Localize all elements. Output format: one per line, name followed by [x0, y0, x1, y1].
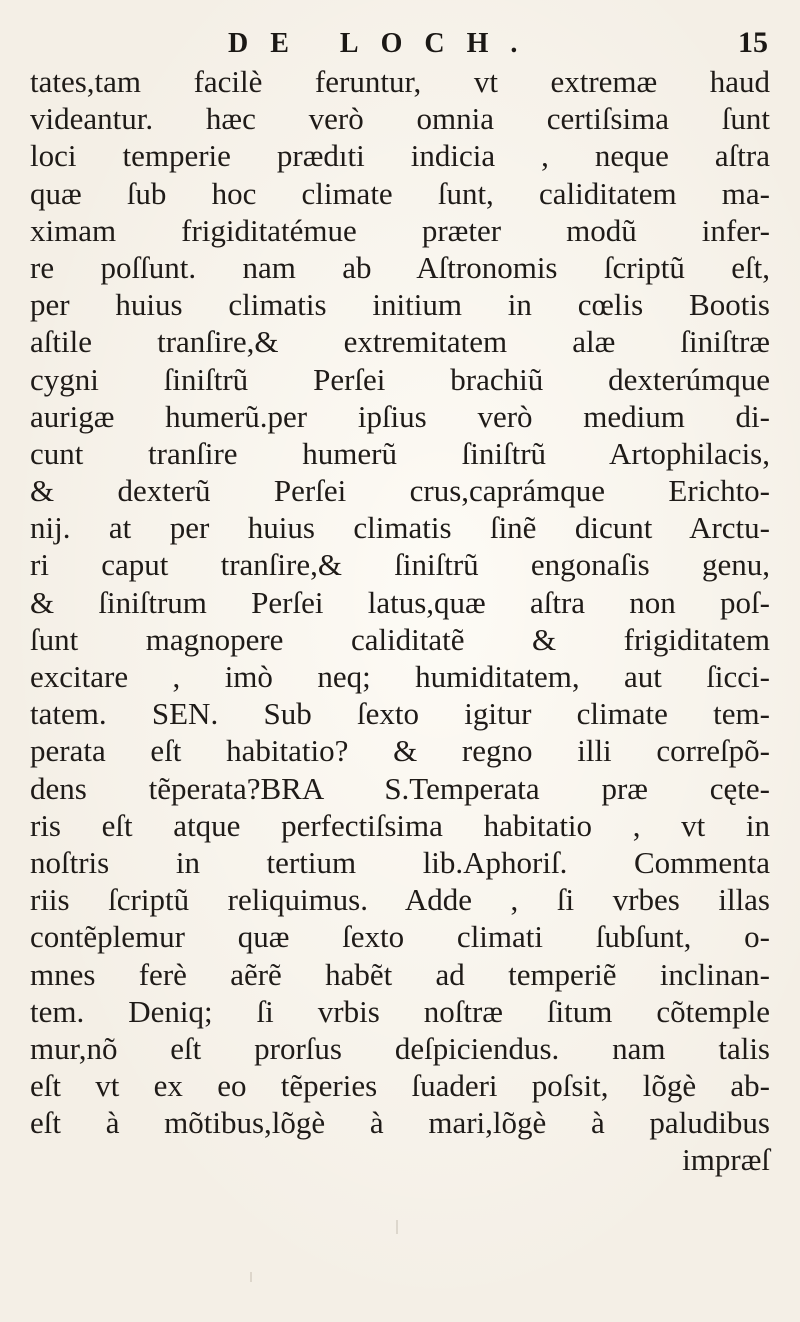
text-line: per huius climatis initium in cœlis Bootis	[30, 287, 770, 323]
text-line: re poſſunt. nam ab Aſtronomis ſcriptũ eſt,	[30, 249, 770, 285]
running-head	[0, 22, 800, 62]
text-line: quæ ſub hoc climate ſunt, caliditatem ma-	[30, 175, 770, 211]
text-line: loci temperie prædıti indicia , neque aſtra	[30, 138, 770, 174]
text-line: nij. at per huius climatis ſinẽ dicunt Arctu-	[30, 510, 770, 546]
running-title: DE LOCH.	[228, 28, 540, 59]
text-line: mur,nõ eſt prorſus deſpiciendus. nam talis	[30, 1030, 770, 1066]
text-line: contẽplemur quæ ſexto climati ſubſunt, o-	[30, 919, 770, 955]
text-line: aſtile tranſire,& extremitatem alæ ſiniſtræ	[30, 324, 770, 360]
text-line: ſunt magnopere caliditatẽ & frigiditatem	[30, 621, 770, 657]
page-number: 15	[738, 26, 768, 59]
bleed-mark	[396, 1220, 398, 1234]
text-line: eſt à mõtibus,lõgè à mari,lõgè à paludibus	[30, 1105, 770, 1141]
text-line: tem. Deniq; ſi vrbis noſtræ ſitum cõtemple	[30, 993, 770, 1029]
text-line: tatem. SEN. Sub ſexto igitur climate tem-	[30, 696, 770, 732]
bleed-mark	[250, 1272, 252, 1282]
text-line: cygni ſiniſtrũ Perſei brachiũ dexterúmque	[30, 361, 770, 397]
text-line: riis ſcriptũ reliquimus. Adde , ſi vrbes illas	[30, 882, 770, 918]
text-line: tates,tam facilè feruntur, vt extremæ haud	[30, 64, 770, 99]
text-line: dens tẽperata?BRA S.Temperata præ cęte-	[30, 770, 770, 806]
text-line: videantur. hæc verò omnia certiſsima ſunt	[30, 101, 770, 137]
text-line: excitare , imò neq; humiditatem, aut ſicci-	[30, 659, 770, 694]
text-line: ri caput tranſire,& ſiniſtrũ engonaſis genu,	[30, 547, 770, 583]
catchword: impræſ	[682, 1142, 770, 1178]
text-line: ximam frigiditatémue præter modũ infer-	[30, 212, 770, 248]
text-line: noſtris in tertium lib.Aphoriſ. Commenta	[30, 844, 770, 880]
text-line: cunt tranſire humerũ ſiniſtrũ Artophilacis,	[30, 435, 770, 471]
body-text	[30, 63, 770, 1179]
text-line: eſt vt ex eo tẽperies ſuaderi poſsit, lõgè ab-	[30, 1068, 770, 1104]
text-line: mnes ferè aẽrẽ habẽt ad temperiẽ inclinan-	[30, 956, 770, 992]
text-line: & ſiniſtrum Perſei latus,quæ aſtra non poſ-	[30, 584, 770, 620]
text-line: ris eſt atque perfectiſsima habitatio , vt in	[30, 807, 770, 843]
text-line: & dexterũ Perſei crus,caprámque Erichto-	[30, 473, 770, 509]
text-line: aurigæ humerũ.per ipſius verò medium di-	[30, 398, 770, 434]
text-line: perata eſt habitatio? & regno illi correſpõ-	[30, 733, 770, 769]
